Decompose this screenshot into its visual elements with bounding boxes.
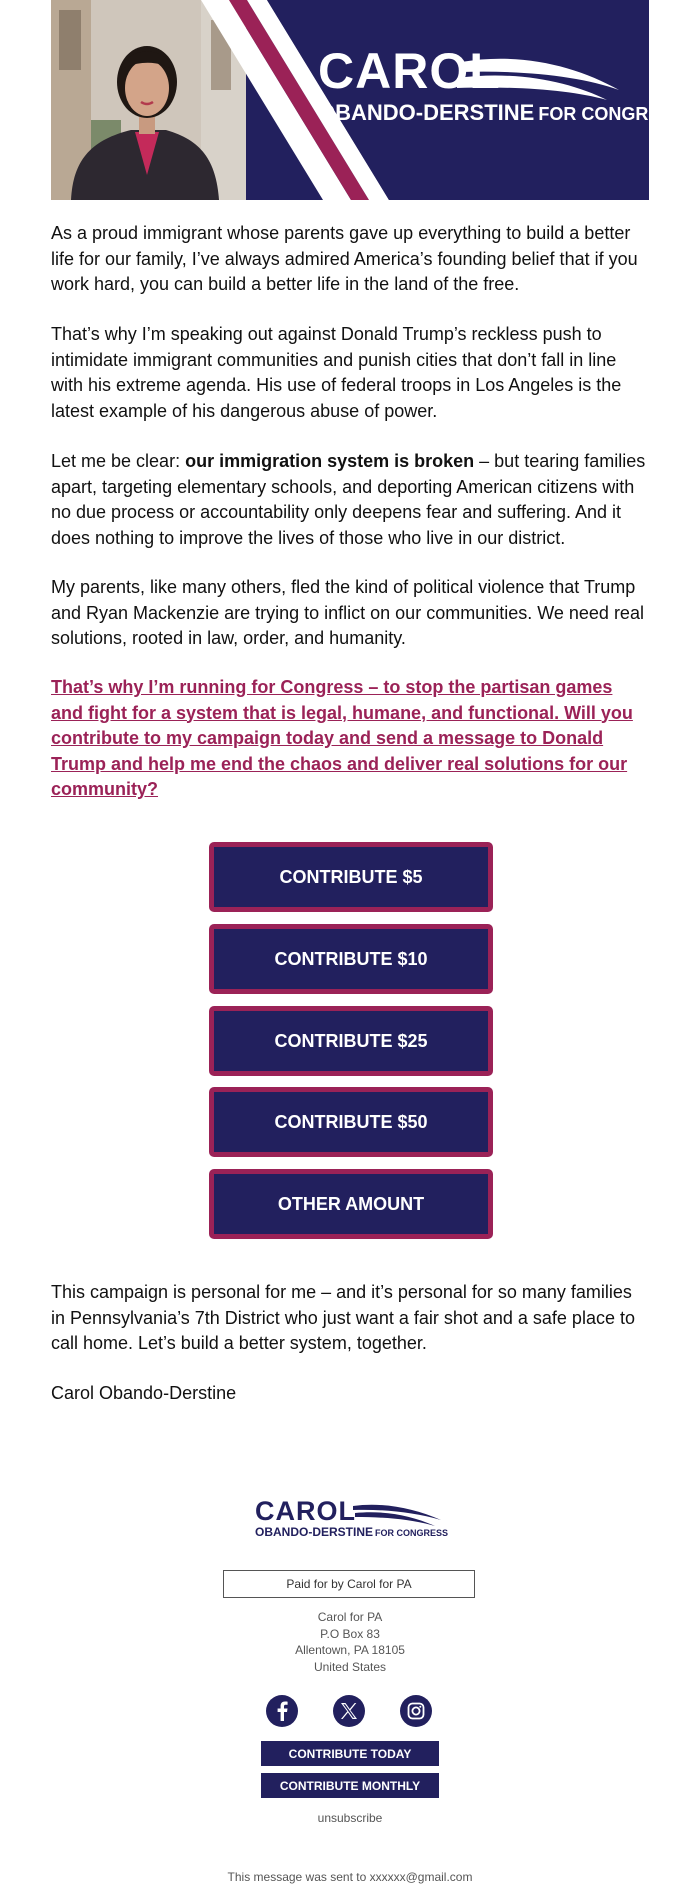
footer-logo-name: CAROL xyxy=(255,1496,356,1526)
paragraph-lead: Let me be clear: xyxy=(51,451,186,471)
facebook-icon[interactable] xyxy=(266,1695,298,1727)
instagram-icon[interactable] xyxy=(400,1695,432,1727)
paragraph-rest: – but tearing families apart, targeting elementary schools, and deporting American citizens with no due process or accountability only deepens fear and suffering. And it does nothing to improve the lives of those who live in our district. xyxy=(51,451,646,548)
address-line-2: P.O Box 83 xyxy=(320,1627,380,1641)
sent-to-notice xyxy=(150,1870,550,1884)
contribute-monthly-button[interactable]: CONTRIBUTE MONTHLY xyxy=(261,1773,439,1798)
header-banner xyxy=(51,0,685,200)
other-amount-button[interactable]: OTHER AMOUNT xyxy=(209,1169,493,1239)
contribute-today-button[interactable]: CONTRIBUTE TODAY xyxy=(261,1741,439,1766)
swoosh-icon xyxy=(353,1500,443,1526)
address-line-1: Carol for PA xyxy=(317,1610,383,1624)
address-line-4: United States xyxy=(313,1660,387,1674)
unsubscribe-link[interactable]: unsubscribe xyxy=(317,1811,383,1825)
paragraph-intro: As a proud immigrant whose parents gave up everything to build a better life for our family, I’ve always admired America’s founding belief that if you work hard, you can build a better life in the land of the free. xyxy=(51,223,638,294)
footer-logo-subtitle xyxy=(255,1526,448,1538)
x-icon[interactable] xyxy=(333,1695,365,1727)
contribute-5-button[interactable]: CONTRIBUTE $5 xyxy=(209,842,493,912)
contribute-50-button[interactable]: CONTRIBUTE $50 xyxy=(209,1087,493,1157)
banner-for-congress: FOR CONGRESS xyxy=(538,104,685,124)
contribute-10-button[interactable]: CONTRIBUTE $10 xyxy=(209,924,493,994)
banner-surname: OBANDO-DERSTINE xyxy=(318,100,535,125)
paragraph-immigration xyxy=(51,449,649,551)
address-line-3: Allentown, PA 18105 xyxy=(295,1643,405,1657)
banner-subtitle xyxy=(318,102,684,124)
banner-name: CAROL xyxy=(318,43,501,99)
paid-for-box: Paid for by Carol for PA xyxy=(223,1570,475,1598)
sent-to-prefix: This message was sent to xyxy=(227,1870,370,1884)
signature: Carol Obando-Derstine xyxy=(51,1383,237,1403)
cta-link[interactable]: That’s why I’m running for Congress – to stop the partisan games and fight for a system that is legal, humane, and functional. Will you contribute to my campaign today and send a message to Donald Trump and help me end the chaos and deliver real solutions for our community? xyxy=(51,677,633,799)
paragraph-trump: That’s why I’m speaking out against Donald Trump’s reckless push to intimidate immigrant communities and punish cities that don’t fall in line with his extreme agenda. His use of federal troops in Los Angeles is the latest example of his dangerous abuse of power. xyxy=(51,324,622,421)
footer-logo-for: FOR CONGRESS xyxy=(375,1528,449,1538)
footer-logo xyxy=(255,1496,449,1540)
recipient-email: xxxxxx@gmail.com xyxy=(369,1870,473,1884)
emphasis-text: our immigration system is broken xyxy=(185,451,475,471)
paragraph-parents: My parents, like many others, fled the kind of political violence that Trump and Ryan Mackenzie are trying to inflict on our communities. We need real solutions, rooted in law, order, and humanity. xyxy=(51,577,644,648)
paragraph-closing: This campaign is personal for me – and it’s personal for so many families in Pennsylvania’s 7th District who just want a fair shot and a safe place to call home. Let’s build a better system, together. xyxy=(51,1282,635,1353)
contribute-25-button[interactable]: CONTRIBUTE $25 xyxy=(209,1006,493,1076)
footer-logo-surname: OBANDO-DERSTINE xyxy=(255,1525,374,1539)
